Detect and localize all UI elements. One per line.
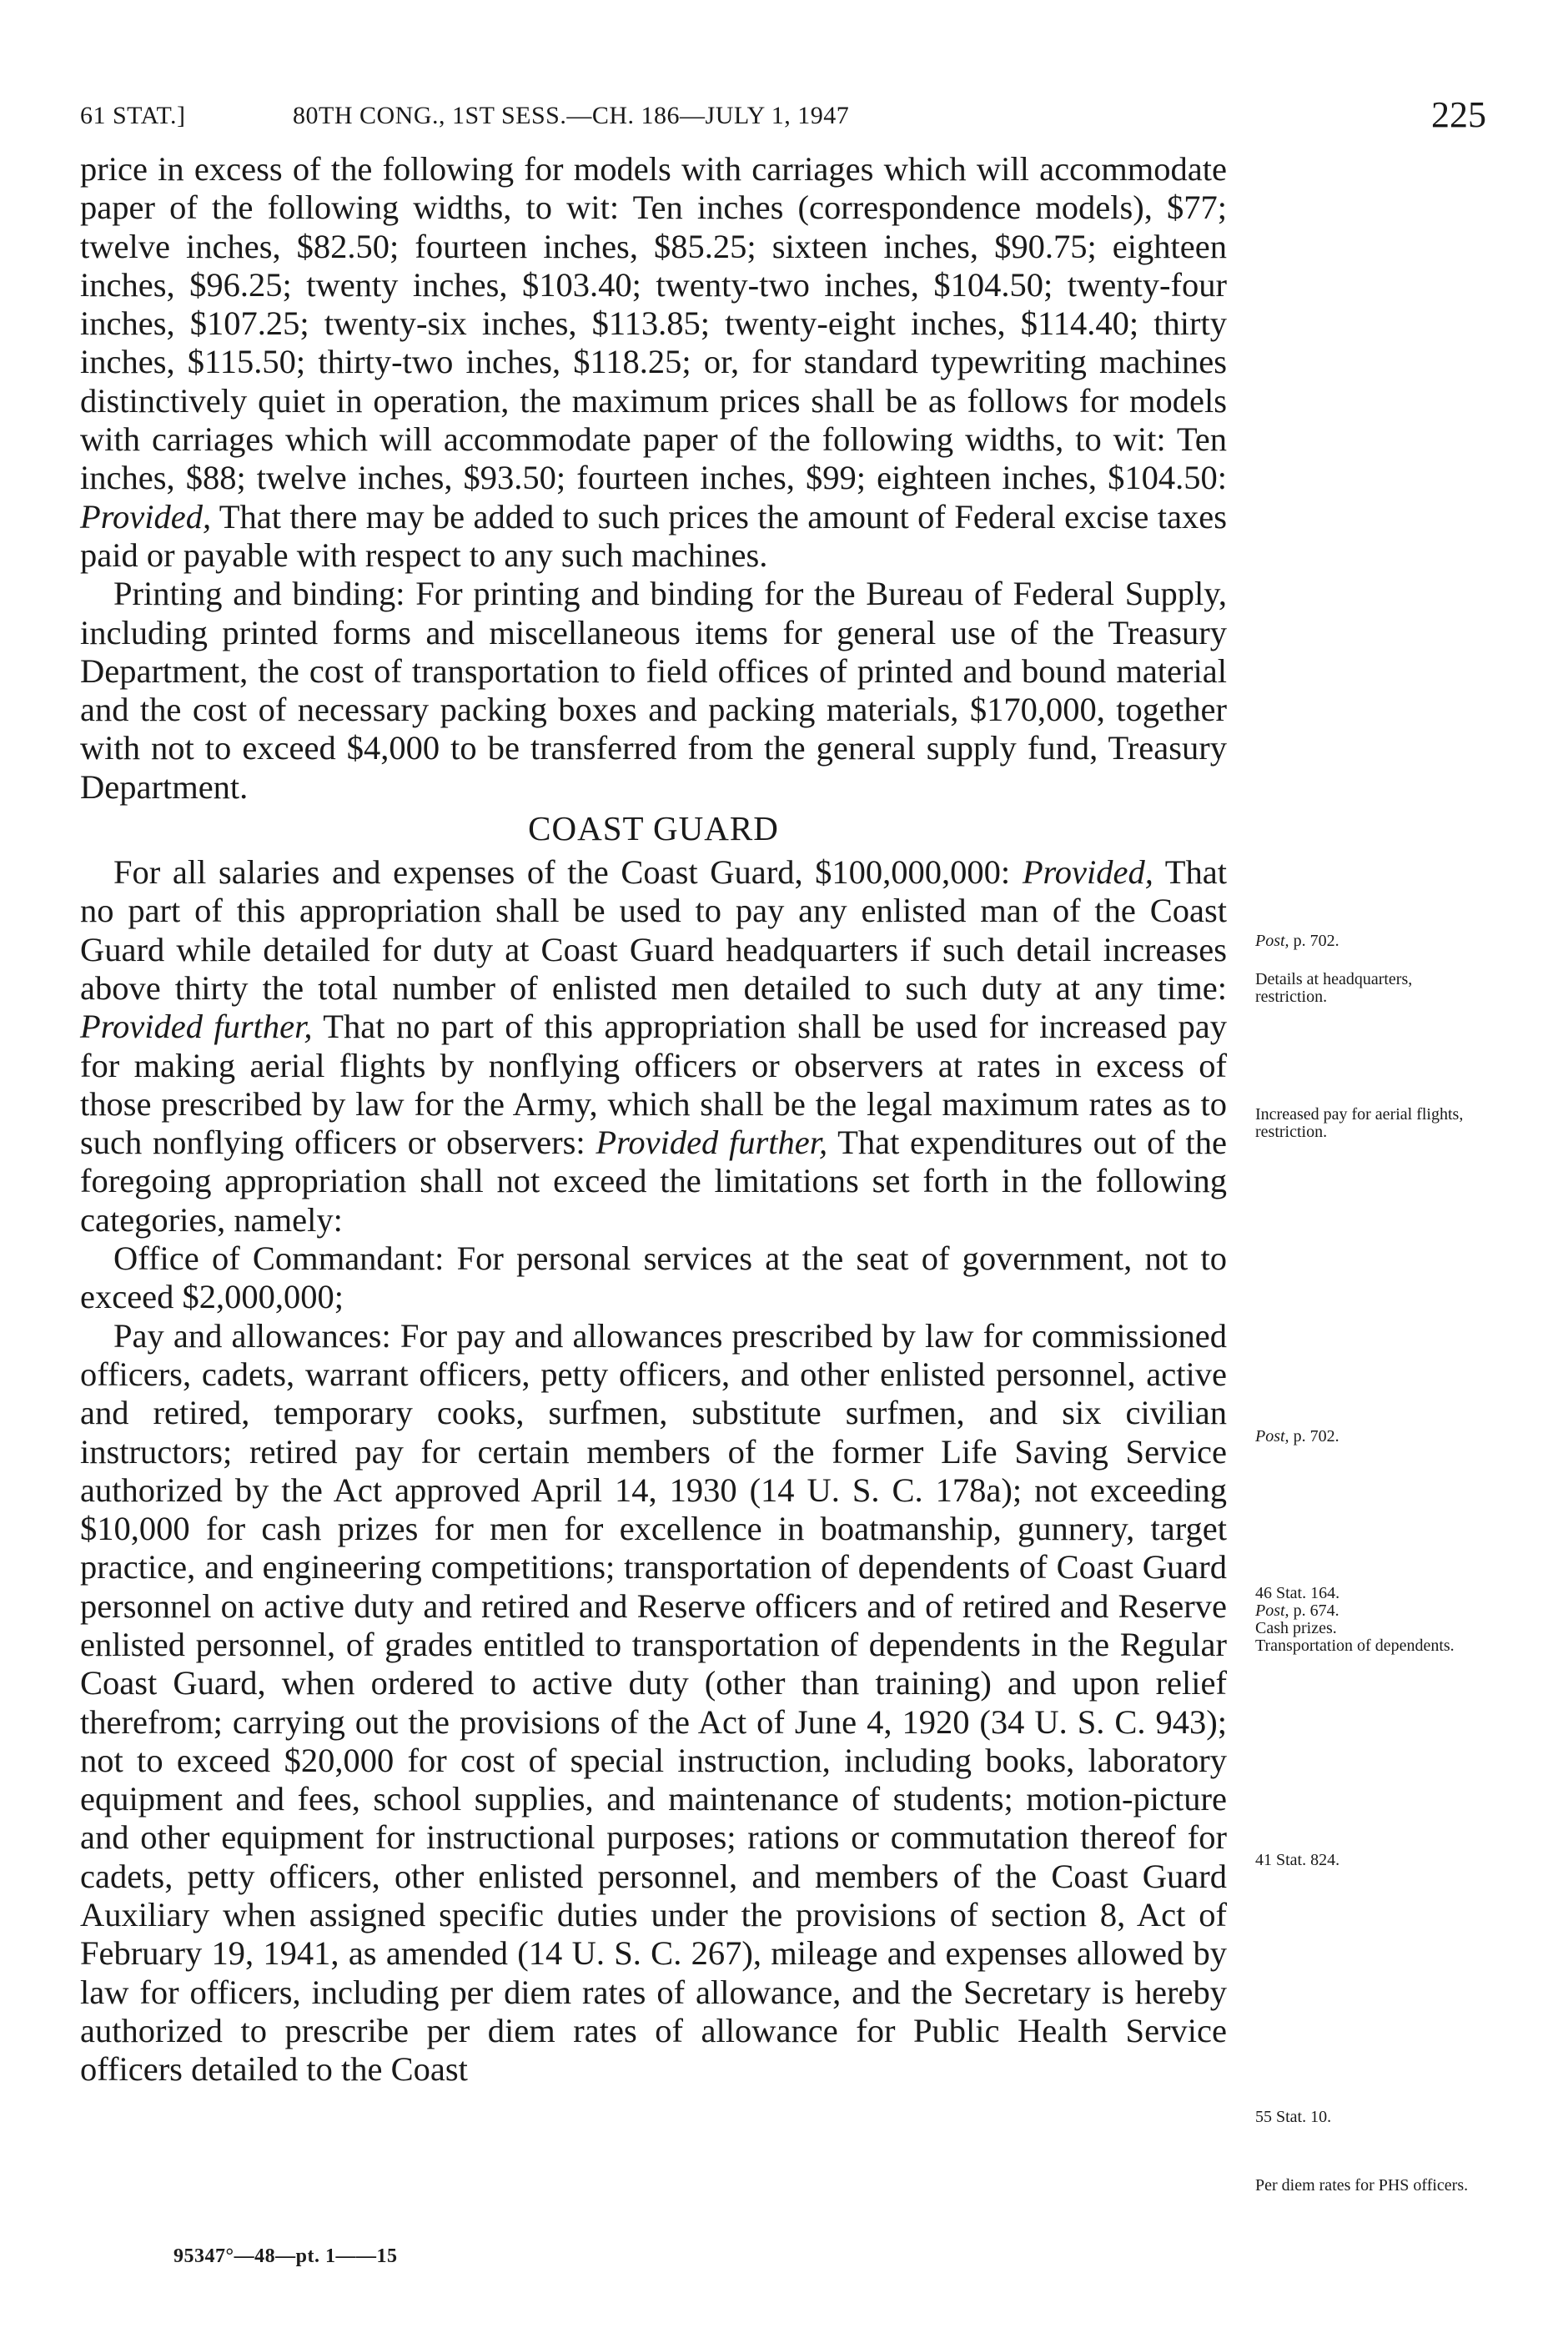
paragraph-printing-binding: Printing and binding: For printing and binding for the Bureau of Federal Supply, including printed forms and miscellaneous items for general use of the Treasury Department, the cost of transportation to field offices of printed and bound material and the cost of necessary packing boxes and packing materials, $170,000, together with not to exceed $4,000 to be transferred from the general supply fund, Treasury Department. [80, 575, 1227, 806]
margin-note: Post, p. 702. [1255, 1427, 1339, 1446]
paragraph-pay-allowances: Pay and allowances: For pay and allowances prescribed by law for commissioned officers, cadets, warrant officers, petty officers, and other enlisted personnel, active and retired, temporary cooks, surfmen, substitute surfmen, and six civilian instructors; retired pay for certain members of the former Life Saving Service authorized by the Act approved April 14, 1930 (14 U. S. C. 178a); not exceeding $10,000 for cash prizes for men for excellence in boatmanship, gunnery, target practice, and engineering competitions; transportation of dependents of Coast Guard personnel on active duty and retired and Reserve officers and of retired and Reserve enlisted personnel, of grades entitled to transportation of dependents in the Regular Coast Guard, when ordered to active duty (other than training) and upon relief therefrom; carrying out the provisions of the Act of June 4, 1920 (34 U. S. C. 943); not to exceed $20,000 for cost of special instruction, including books, laboratory equipment and fees, school supplies, and maintenance of students; motion-picture and other equipment for instructional purposes; rations or commutation thereof for cadets, petty officers, other enlisted personnel, and members of the Coast Guard Auxiliary when assigned specific duties under the provisions of section 8, Act of February 19, 1941, as amended (14 U. S. C. 267), mileage and expenses allowed by law for officers, including per diem rates of allowance, and the Secretary is hereby authorized to prescribe per diem rates of allowance for Public Health Service officers detailed to the Coast [80, 1316, 1227, 2089]
statute-reference: 61 STAT.] [80, 102, 186, 129]
session-heading: 80TH CONG., 1ST SESS.—CH. 186—JULY 1, 1947 [293, 102, 850, 129]
section-title: COAST GUARD [528, 809, 779, 848]
margin-note: Per diem rates for PHS officers. [1255, 2176, 1469, 2195]
margin-note: Details at headquarters, restriction. [1255, 970, 1413, 1006]
margin-note: 41 Stat. 824. [1255, 1851, 1340, 1869]
paragraph-office-commandant: Office of Commandant: For personal services at the seat of government, not to exceed $2,000,000; [80, 1239, 1227, 1316]
print-code-footer: 95347°—48—pt. 1——15 [173, 2245, 398, 2267]
margin-note: Increased pay for aerial flights, restriction. [1255, 1105, 1464, 1141]
margin-note: 55 Stat. 10. [1255, 2108, 1332, 2126]
paragraph-typewriter-prices: price in excess of the following for models with carriages which will accommodate paper of the following widths, to wit: Ten inches (correspondence models), $77; twelve inches, $82.50; fourteen inches, $85.25; sixteen inches, $90.75; eighteen inches, $96.25; twenty inches, $103.40; twenty-two inches, $104.50; twenty-four inches, $107.25; twenty-six inches, $113.85; twenty-eight inches, $114.40; thirty inches, $115.50; thirty-two inches, $118.25; or, for standard typewriting machines distinctively quiet in operation, the maximum prices shall be as follows for models with carriages which will accommodate paper of the following widths, to wit: Ten inches, $88; twelve inches, $93.50; fourteen inches, $99; eighteen inches, $104.50: Provided, That there may be added to such prices the amount of Federal excise taxes paid or payable with respect to any such machines. [80, 150, 1227, 574]
page-header [80, 93, 1486, 143]
paragraph-coast-guard: For all salaries and expenses of the Coast Guard, $100,000,000: Provided, That no part of this appropriation shall be used to pay any enlisted man of the Coast Guard while detailed for duty at Coast Guard headquarters if such detail increases above thirty the total number of enlisted men detailed to such duty at any time: Provided further, That no part of this appropriation shall be used for increased pay for making aerial flights by nonflying officers or observers at rates in excess of those prescribed by law for the Army, which shall be the legal maximum rates as to such nonflying officers or observers: Provided further, That expenditures out of the foregoing appropriation shall not exceed the limitations set forth in the following categories, namely: [80, 853, 1228, 1239]
margin-note: 46 Stat. 164. Post, p. 674. Cash prizes. Transportation of dependents. [1255, 1584, 1455, 1655]
body-text [80, 150, 1227, 2089]
page-number: 225 [1431, 94, 1486, 135]
margin-note: Post, p. 702. [1255, 932, 1339, 950]
